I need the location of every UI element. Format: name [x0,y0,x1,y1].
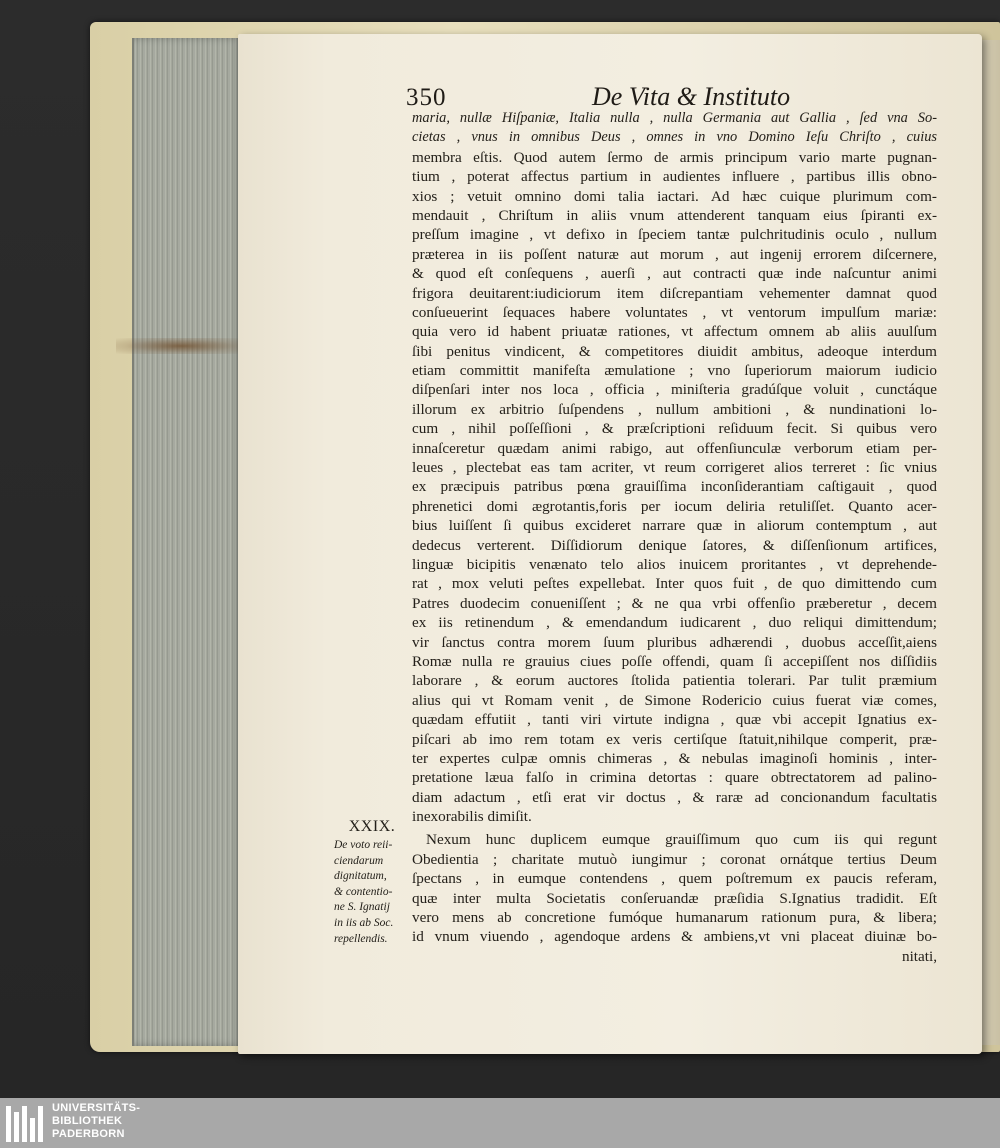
margin-note-line: ne S. Ignatij [334,901,390,914]
stain-mark [116,338,246,354]
page-number: 350 [406,84,447,111]
text-line: conſueuerint ſequaces habere voluntates , vt ventorum impulſum mariæ: [412,303,937,321]
text-line: ſpectans , in eumque contendens , quem poſtremum ex paucis referam, [412,870,937,888]
text-line: pretatione læua falſo in crimina detortas : quare obtrectatorem ad palino- [412,769,937,787]
library-logo-icon [6,1106,48,1142]
text-line: Romæ nulla re grauius ciues poſſe offendi, quam ſi accepiſſent nos diſſidiis [412,652,937,670]
text-line: diam adactum , etſi erat vir doctus , & raræ ad concionandum facultatis [412,788,937,806]
text-line: frigora deuitarent:iudiciorum item diſcrepantiam vehementer damnat quod [412,284,937,302]
margin-note-line: repellendis. [334,932,388,945]
text-line: cietas , vnus in omnibus Deus , omnes in vno Domino Ieſu Chriſto , cuius [412,129,937,146]
text-line: laborare , & eorum auctores ſtolida patientia tolerari. Par tulit præmium [412,672,937,690]
text-line: ſibi penitus vindicent, & competitores diuidit ambitus, adeoque interdum [412,342,937,360]
text-line: & quod eſt conſequens , auerſi , aut contracti quæ inde naſcuntur animi [412,265,937,283]
margin-note-line: dignitatum, [334,870,387,883]
library-footer [0,1098,1000,1148]
text-line: rat , mox veluti peſtes expellebat. Inter quos fuit , de quo dimittendo cum [412,575,937,593]
margin-note-line: ciendarum [334,854,384,867]
text-line: id vnum viuendo , agendoque ardens & ambiens,vt vni placeat diuinæ bo- [412,928,937,946]
text-line: quædam effutiit , tanti viri virtute indigna , quæ vbi accepit Ignatius ex- [412,711,937,729]
text-line: Obedientia ; charitate mutuò iungimur ; coronat ornátque tertius Deum [412,850,937,868]
margin-note-line: De voto reii- [334,839,393,851]
text-line: Nexum hunc duplicem eumque grauiſſimum quo cum iis qui regunt [426,831,937,849]
text-line: Patres duodecim conueniſſent ; & ne qua vrbi offenſio præberetur , decem [412,594,937,612]
library-name [52,1102,140,1141]
page-stack-edge [132,38,244,1046]
text-line: nitati, [901,947,937,965]
text-line: xios ; vetuit omnino domi talia iactari. Ad hæc cuique plurimum com- [412,187,937,205]
text-line: etiam committit manifeſta æmulatione ; vno ſuperiorum maiorum iudicio [412,362,937,380]
text-line: dedecus verterent. Diſſidiorum denique ſatores, & diſſenſionum artifices, [412,536,937,554]
text-line: diſpenſari inter nos loca , officia , miniſteria gradúſque voluit , cunctáque [412,381,937,399]
text-line: phrenetici domi ægrotantis,foris per iocum deliria retuliſſet. Quanto acer- [412,497,937,515]
text-line: præterea in iis poſſent naturæ aut morum , aut ingenij errorem diſcernere, [412,245,937,263]
text-line: cum , nihil poſſeſſioni , & præſcriptioni reſiduum fecit. Si quibus vero [412,420,937,438]
text-line: bius luiſſent ſi quibus excideret narrare quæ in aliorum contemptum , aut [412,517,937,535]
text-line: mendauit , Chriſtum in aliis vnum attenderent tanquam eius ſpiranti ex- [412,206,937,224]
text-line: quæ inter multa Societatis conſeruandæ præſidia S.Ignatius tradidit. Eſt [412,889,937,907]
library-name-line: UNIVERSITÄTS- [52,1102,141,1114]
text-line: vero mens ab concretione fumóque humanarum rationum pura, & libera; [412,909,937,927]
text-line: preſſum imagine , vt defixo in ſpeciem tantæ pulchritudinis oculo , nullum [412,226,937,244]
page-header [404,78,964,112]
margin-note [334,818,410,947]
text-line: inexorabilis dimiſit. [412,808,532,826]
margin-note-heading: XXIX. [348,818,396,835]
margin-note-line: in iis ab Soc. [334,916,394,929]
text-line: ter expertes culpæ omnis chimeras , & nebulas imaginoſi hominis , inter- [412,749,937,767]
margin-note-line: & contentio- [334,885,393,898]
running-head: De Vita & Instituto [592,82,791,111]
text-line: membra eſtis. Quod autem ſermo de armis principum vario marte pugnan- [412,148,937,166]
text-line: leues , plectebat eas tam acriter, vt reum corrigeret alios terreret : ſic vnius [412,459,937,477]
text-line: vir ſanctus contra morem ſuum pluribus adhærendi , duobus acceſſit,aiens [412,633,937,651]
text-line: piſcari ab imo rem totam ex veris certiſque ſtatuit,nihilque comperit, præ- [412,730,937,748]
text-line: alius qui vt Romam venit , de Simone Rodericio cuius fuerat viæ comes, [412,691,937,709]
body-text [412,109,937,966]
library-name-line: BIBLIOTHEK [52,1115,123,1127]
text-line: ex præcipuis patribus pœna grauiſſima inconſiderantiam caſtigauit , quod [412,478,937,496]
text-line: linguæ bicipitis venænato telo alios inuicem proritantes , vt deprehende- [412,555,937,573]
text-line: maria, nullæ Hiſpaniæ, Italia nulla , nulla Germania aut Gallia , ſed vna So- [412,110,937,126]
library-name-line: PADERBORN [52,1128,125,1140]
text-line: quia vero id habent priuatæ rationes, vt affectum omnem ab aliis auulſum [412,323,937,341]
text-line: innaſceretur quædam animi rabigo, aut offenſiunculæ verborum etiam per- [412,439,937,457]
text-line: tium , poterat affectus partium in audientes influere , partibus illis obno- [412,168,937,186]
text-line: illorum ex arbitrio ſuſpendens , nullum ambitioni , & nundinationi lo- [412,400,937,418]
text-line: ex iis retinendum , & emendandum iudicarent , duo reliqui dimittendum; [412,614,937,632]
